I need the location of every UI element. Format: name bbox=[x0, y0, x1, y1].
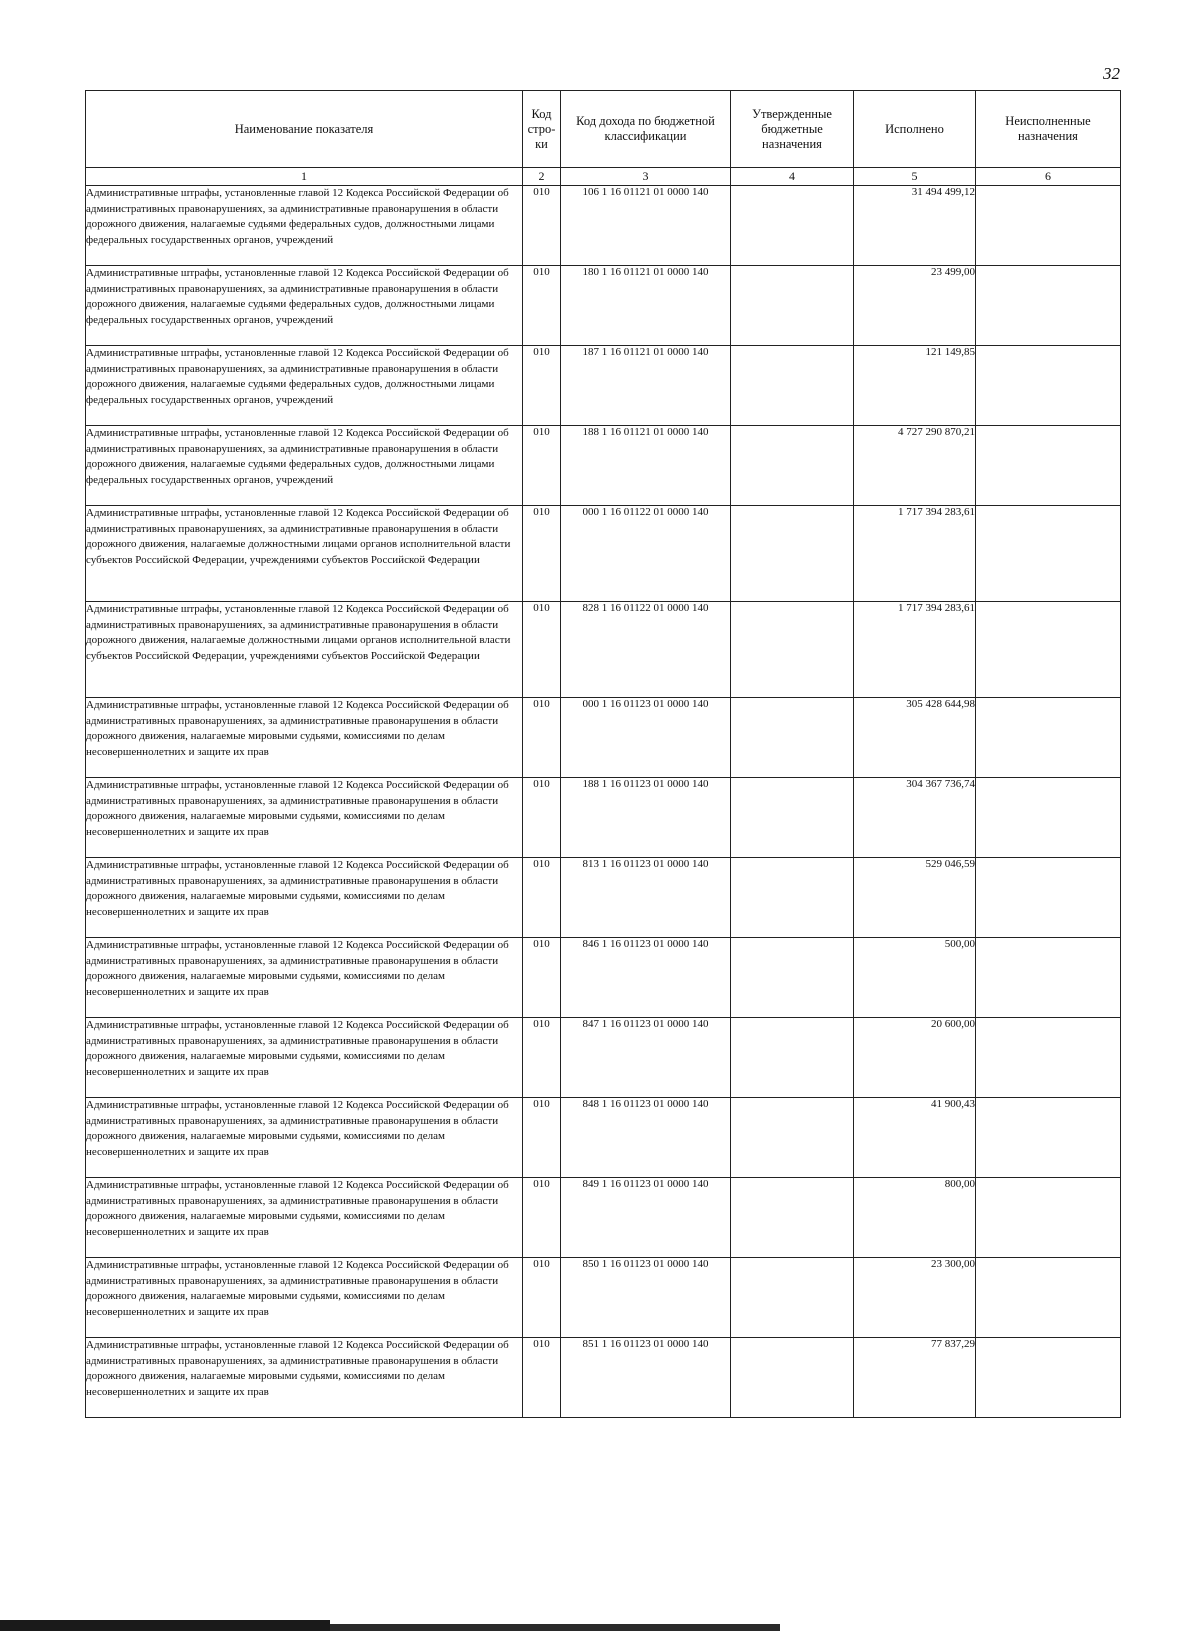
income-code-cell: 850 1 16 01123 01 0000 140 bbox=[561, 1258, 731, 1338]
column-number: 6 bbox=[976, 168, 1121, 186]
approved-cell bbox=[731, 1338, 854, 1418]
column-number: 3 bbox=[561, 168, 731, 186]
line-code-cell: 010 bbox=[523, 346, 561, 426]
header-indicator-name: Наименование показателя bbox=[86, 91, 523, 168]
table-row bbox=[86, 602, 1121, 698]
indicator-name-cell: Административные штрафы, установленные главой 12 Кодекса Российской Федерации об административных правонарушениях, за административные правонарушения в области дорожного движения, налагаемые мировыми судьями, комиссиями по делам несовершеннолетних и защите их прав bbox=[86, 1258, 523, 1338]
table-row bbox=[86, 698, 1121, 778]
indicator-name-cell: Административные штрафы, установленные главой 12 Кодекса Российской Федерации об административных правонарушениях, за административные правонарушения в области дорожного движения, налагаемые мировыми судьями, комиссиями по делам несовершеннолетних и защите их прав bbox=[86, 1018, 523, 1098]
unexecuted-cell bbox=[976, 938, 1121, 1018]
approved-cell bbox=[731, 858, 854, 938]
indicator-name-cell: Административные штрафы, установленные главой 12 Кодекса Российской Федерации об административных правонарушениях, за административные правонарушения в области дорожного движения, налагаемые судьями федеральных судов, должностными лицами федеральных государственных органов, учреждений bbox=[86, 346, 523, 426]
budget-execution-table bbox=[85, 90, 1121, 1418]
indicator-name-cell: Административные штрафы, установленные главой 12 Кодекса Российской Федерации об административных правонарушениях, за административные правонарушения в области дорожного движения, налагаемые судьями федеральных судов, должностными лицами федеральных государственных органов, учреждений bbox=[86, 266, 523, 346]
line-code-cell: 010 bbox=[523, 186, 561, 266]
income-code-cell: 188 1 16 01121 01 0000 140 bbox=[561, 426, 731, 506]
table-row bbox=[86, 1258, 1121, 1338]
approved-cell bbox=[731, 186, 854, 266]
executed-cell: 304 367 736,74 bbox=[854, 778, 976, 858]
line-code-cell: 010 bbox=[523, 506, 561, 602]
unexecuted-cell bbox=[976, 1098, 1121, 1178]
income-code-cell: 188 1 16 01123 01 0000 140 bbox=[561, 778, 731, 858]
page-number: 32 bbox=[1103, 64, 1120, 83]
unexecuted-cell bbox=[976, 266, 1121, 346]
approved-cell bbox=[731, 698, 854, 778]
line-code-cell: 010 bbox=[523, 698, 561, 778]
indicator-name-cell: Административные штрафы, установленные главой 12 Кодекса Российской Федерации об административных правонарушениях, за административные правонарушения в области дорожного движения, налагаемые мировыми судьями, комиссиями по делам несовершеннолетних и защите их прав bbox=[86, 858, 523, 938]
table-row bbox=[86, 186, 1121, 266]
approved-cell bbox=[731, 426, 854, 506]
indicator-name-cell: Административные штрафы, установленные главой 12 Кодекса Российской Федерации об административных правонарушениях, за административные правонарушения в области дорожного движения, налагаемые судьями федеральных судов, должностными лицами федеральных государственных органов, учреждений bbox=[86, 426, 523, 506]
approved-cell bbox=[731, 1018, 854, 1098]
indicator-name-cell: Административные штрафы, установленные главой 12 Кодекса Российской Федерации об административных правонарушениях, за административные правонарушения в области дорожного движения, налагаемые мировыми судьями, комиссиями по делам несовершеннолетних и защите их прав bbox=[86, 698, 523, 778]
scan-edge-mark bbox=[0, 1620, 330, 1631]
header-line-code: Код стро-ки bbox=[523, 91, 561, 168]
executed-cell: 20 600,00 bbox=[854, 1018, 976, 1098]
income-code-cell: 847 1 16 01123 01 0000 140 bbox=[561, 1018, 731, 1098]
unexecuted-cell bbox=[976, 186, 1121, 266]
table-row bbox=[86, 1018, 1121, 1098]
income-code-cell: 106 1 16 01121 01 0000 140 bbox=[561, 186, 731, 266]
column-numbers-row bbox=[86, 168, 1121, 186]
executed-cell: 1 717 394 283,61 bbox=[854, 602, 976, 698]
table-row bbox=[86, 1178, 1121, 1258]
income-code-cell: 187 1 16 01121 01 0000 140 bbox=[561, 346, 731, 426]
executed-cell: 121 149,85 bbox=[854, 346, 976, 426]
column-number: 5 bbox=[854, 168, 976, 186]
income-code-cell: 000 1 16 01123 01 0000 140 bbox=[561, 698, 731, 778]
column-number: 1 bbox=[86, 168, 523, 186]
indicator-name-cell: Административные штрафы, установленные главой 12 Кодекса Российской Федерации об административных правонарушениях, за административные правонарушения в области дорожного движения, налагаемые должностными лицами органов исполнительной власти субъектов Российской Федерации, учреждениями субъектов Российской Федерации bbox=[86, 506, 523, 602]
approved-cell bbox=[731, 266, 854, 346]
approved-cell bbox=[731, 1258, 854, 1338]
executed-cell: 305 428 644,98 bbox=[854, 698, 976, 778]
income-code-cell: 848 1 16 01123 01 0000 140 bbox=[561, 1098, 731, 1178]
indicator-name-cell: Административные штрафы, установленные главой 12 Кодекса Российской Федерации об административных правонарушениях, за административные правонарушения в области дорожного движения, налагаемые мировыми судьями, комиссиями по делам несовершеннолетних и защите их прав bbox=[86, 1098, 523, 1178]
unexecuted-cell bbox=[976, 346, 1121, 426]
unexecuted-cell bbox=[976, 506, 1121, 602]
executed-cell: 23 300,00 bbox=[854, 1258, 976, 1338]
line-code-cell: 010 bbox=[523, 778, 561, 858]
executed-cell: 31 494 499,12 bbox=[854, 186, 976, 266]
executed-cell: 529 046,59 bbox=[854, 858, 976, 938]
table-row bbox=[86, 426, 1121, 506]
unexecuted-cell bbox=[976, 858, 1121, 938]
indicator-name-cell: Административные штрафы, установленные главой 12 Кодекса Российской Федерации об административных правонарушениях, за административные правонарушения в области дорожного движения, налагаемые судьями федеральных судов, должностными лицами федеральных государственных органов, учреждений bbox=[86, 186, 523, 266]
executed-cell: 1 717 394 283,61 bbox=[854, 506, 976, 602]
line-code-cell: 010 bbox=[523, 602, 561, 698]
unexecuted-cell bbox=[976, 1178, 1121, 1258]
header-income-code: Код дохода по бюджетной классификации bbox=[561, 91, 731, 168]
unexecuted-cell bbox=[976, 1338, 1121, 1418]
executed-cell: 23 499,00 bbox=[854, 266, 976, 346]
income-code-cell: 846 1 16 01123 01 0000 140 bbox=[561, 938, 731, 1018]
indicator-name-cell: Административные штрафы, установленные главой 12 Кодекса Российской Федерации об административных правонарушениях, за административные правонарушения в области дорожного движения, налагаемые мировыми судьями, комиссиями по делам несовершеннолетних и защите их прав bbox=[86, 938, 523, 1018]
income-code-cell: 000 1 16 01122 01 0000 140 bbox=[561, 506, 731, 602]
executed-cell: 41 900,43 bbox=[854, 1098, 976, 1178]
line-code-cell: 010 bbox=[523, 858, 561, 938]
header-unexecuted: Неисполненные назначения bbox=[976, 91, 1121, 168]
approved-cell bbox=[731, 1098, 854, 1178]
table-row bbox=[86, 506, 1121, 602]
executed-cell: 4 727 290 870,21 bbox=[854, 426, 976, 506]
indicator-name-cell: Административные штрафы, установленные главой 12 Кодекса Российской Федерации об административных правонарушениях, за административные правонарушения в области дорожного движения, налагаемые должностными лицами органов исполнительной власти субъектов Российской Федерации, учреждениями субъектов Российской Федерации bbox=[86, 602, 523, 698]
approved-cell bbox=[731, 938, 854, 1018]
income-code-cell: 849 1 16 01123 01 0000 140 bbox=[561, 1178, 731, 1258]
table-row bbox=[86, 778, 1121, 858]
executed-cell: 77 837,29 bbox=[854, 1338, 976, 1418]
approved-cell bbox=[731, 1178, 854, 1258]
table-row bbox=[86, 858, 1121, 938]
unexecuted-cell bbox=[976, 1258, 1121, 1338]
indicator-name-cell: Административные штрафы, установленные главой 12 Кодекса Российской Федерации об административных правонарушениях, за административные правонарушения в области дорожного движения, налагаемые мировыми судьями, комиссиями по делам несовершеннолетних и защите их прав bbox=[86, 778, 523, 858]
approved-cell bbox=[731, 602, 854, 698]
executed-cell: 800,00 bbox=[854, 1178, 976, 1258]
header-approved: Утвержденные бюджетные назначения bbox=[731, 91, 854, 168]
income-code-cell: 851 1 16 01123 01 0000 140 bbox=[561, 1338, 731, 1418]
scan-edge-mark bbox=[330, 1624, 780, 1631]
unexecuted-cell bbox=[976, 1018, 1121, 1098]
indicator-name-cell: Административные штрафы, установленные главой 12 Кодекса Российской Федерации об административных правонарушениях, за административные правонарушения в области дорожного движения, налагаемые мировыми судьями, комиссиями по делам несовершеннолетних и защите их прав bbox=[86, 1178, 523, 1258]
indicator-name-cell: Административные штрафы, установленные главой 12 Кодекса Российской Федерации об административных правонарушениях, за административные правонарушения в области дорожного движения, налагаемые мировыми судьями, комиссиями по делам несовершеннолетних и защите их прав bbox=[86, 1338, 523, 1418]
income-code-cell: 813 1 16 01123 01 0000 140 bbox=[561, 858, 731, 938]
table-row bbox=[86, 1098, 1121, 1178]
table-row bbox=[86, 1338, 1121, 1418]
executed-cell: 500,00 bbox=[854, 938, 976, 1018]
line-code-cell: 010 bbox=[523, 1098, 561, 1178]
table-row bbox=[86, 346, 1121, 426]
header-executed: Исполнено bbox=[854, 91, 976, 168]
line-code-cell: 010 bbox=[523, 266, 561, 346]
unexecuted-cell bbox=[976, 426, 1121, 506]
line-code-cell: 010 bbox=[523, 1258, 561, 1338]
approved-cell bbox=[731, 778, 854, 858]
approved-cell bbox=[731, 346, 854, 426]
table-row bbox=[86, 266, 1121, 346]
table-row bbox=[86, 938, 1121, 1018]
line-code-cell: 010 bbox=[523, 938, 561, 1018]
unexecuted-cell bbox=[976, 602, 1121, 698]
unexecuted-cell bbox=[976, 698, 1121, 778]
column-number: 4 bbox=[731, 168, 854, 186]
line-code-cell: 010 bbox=[523, 1338, 561, 1418]
column-number: 2 bbox=[523, 168, 561, 186]
line-code-cell: 010 bbox=[523, 1018, 561, 1098]
line-code-cell: 010 bbox=[523, 426, 561, 506]
approved-cell bbox=[731, 506, 854, 602]
header-row bbox=[86, 91, 1121, 168]
income-code-cell: 828 1 16 01122 01 0000 140 bbox=[561, 602, 731, 698]
income-code-cell: 180 1 16 01121 01 0000 140 bbox=[561, 266, 731, 346]
line-code-cell: 010 bbox=[523, 1178, 561, 1258]
unexecuted-cell bbox=[976, 778, 1121, 858]
